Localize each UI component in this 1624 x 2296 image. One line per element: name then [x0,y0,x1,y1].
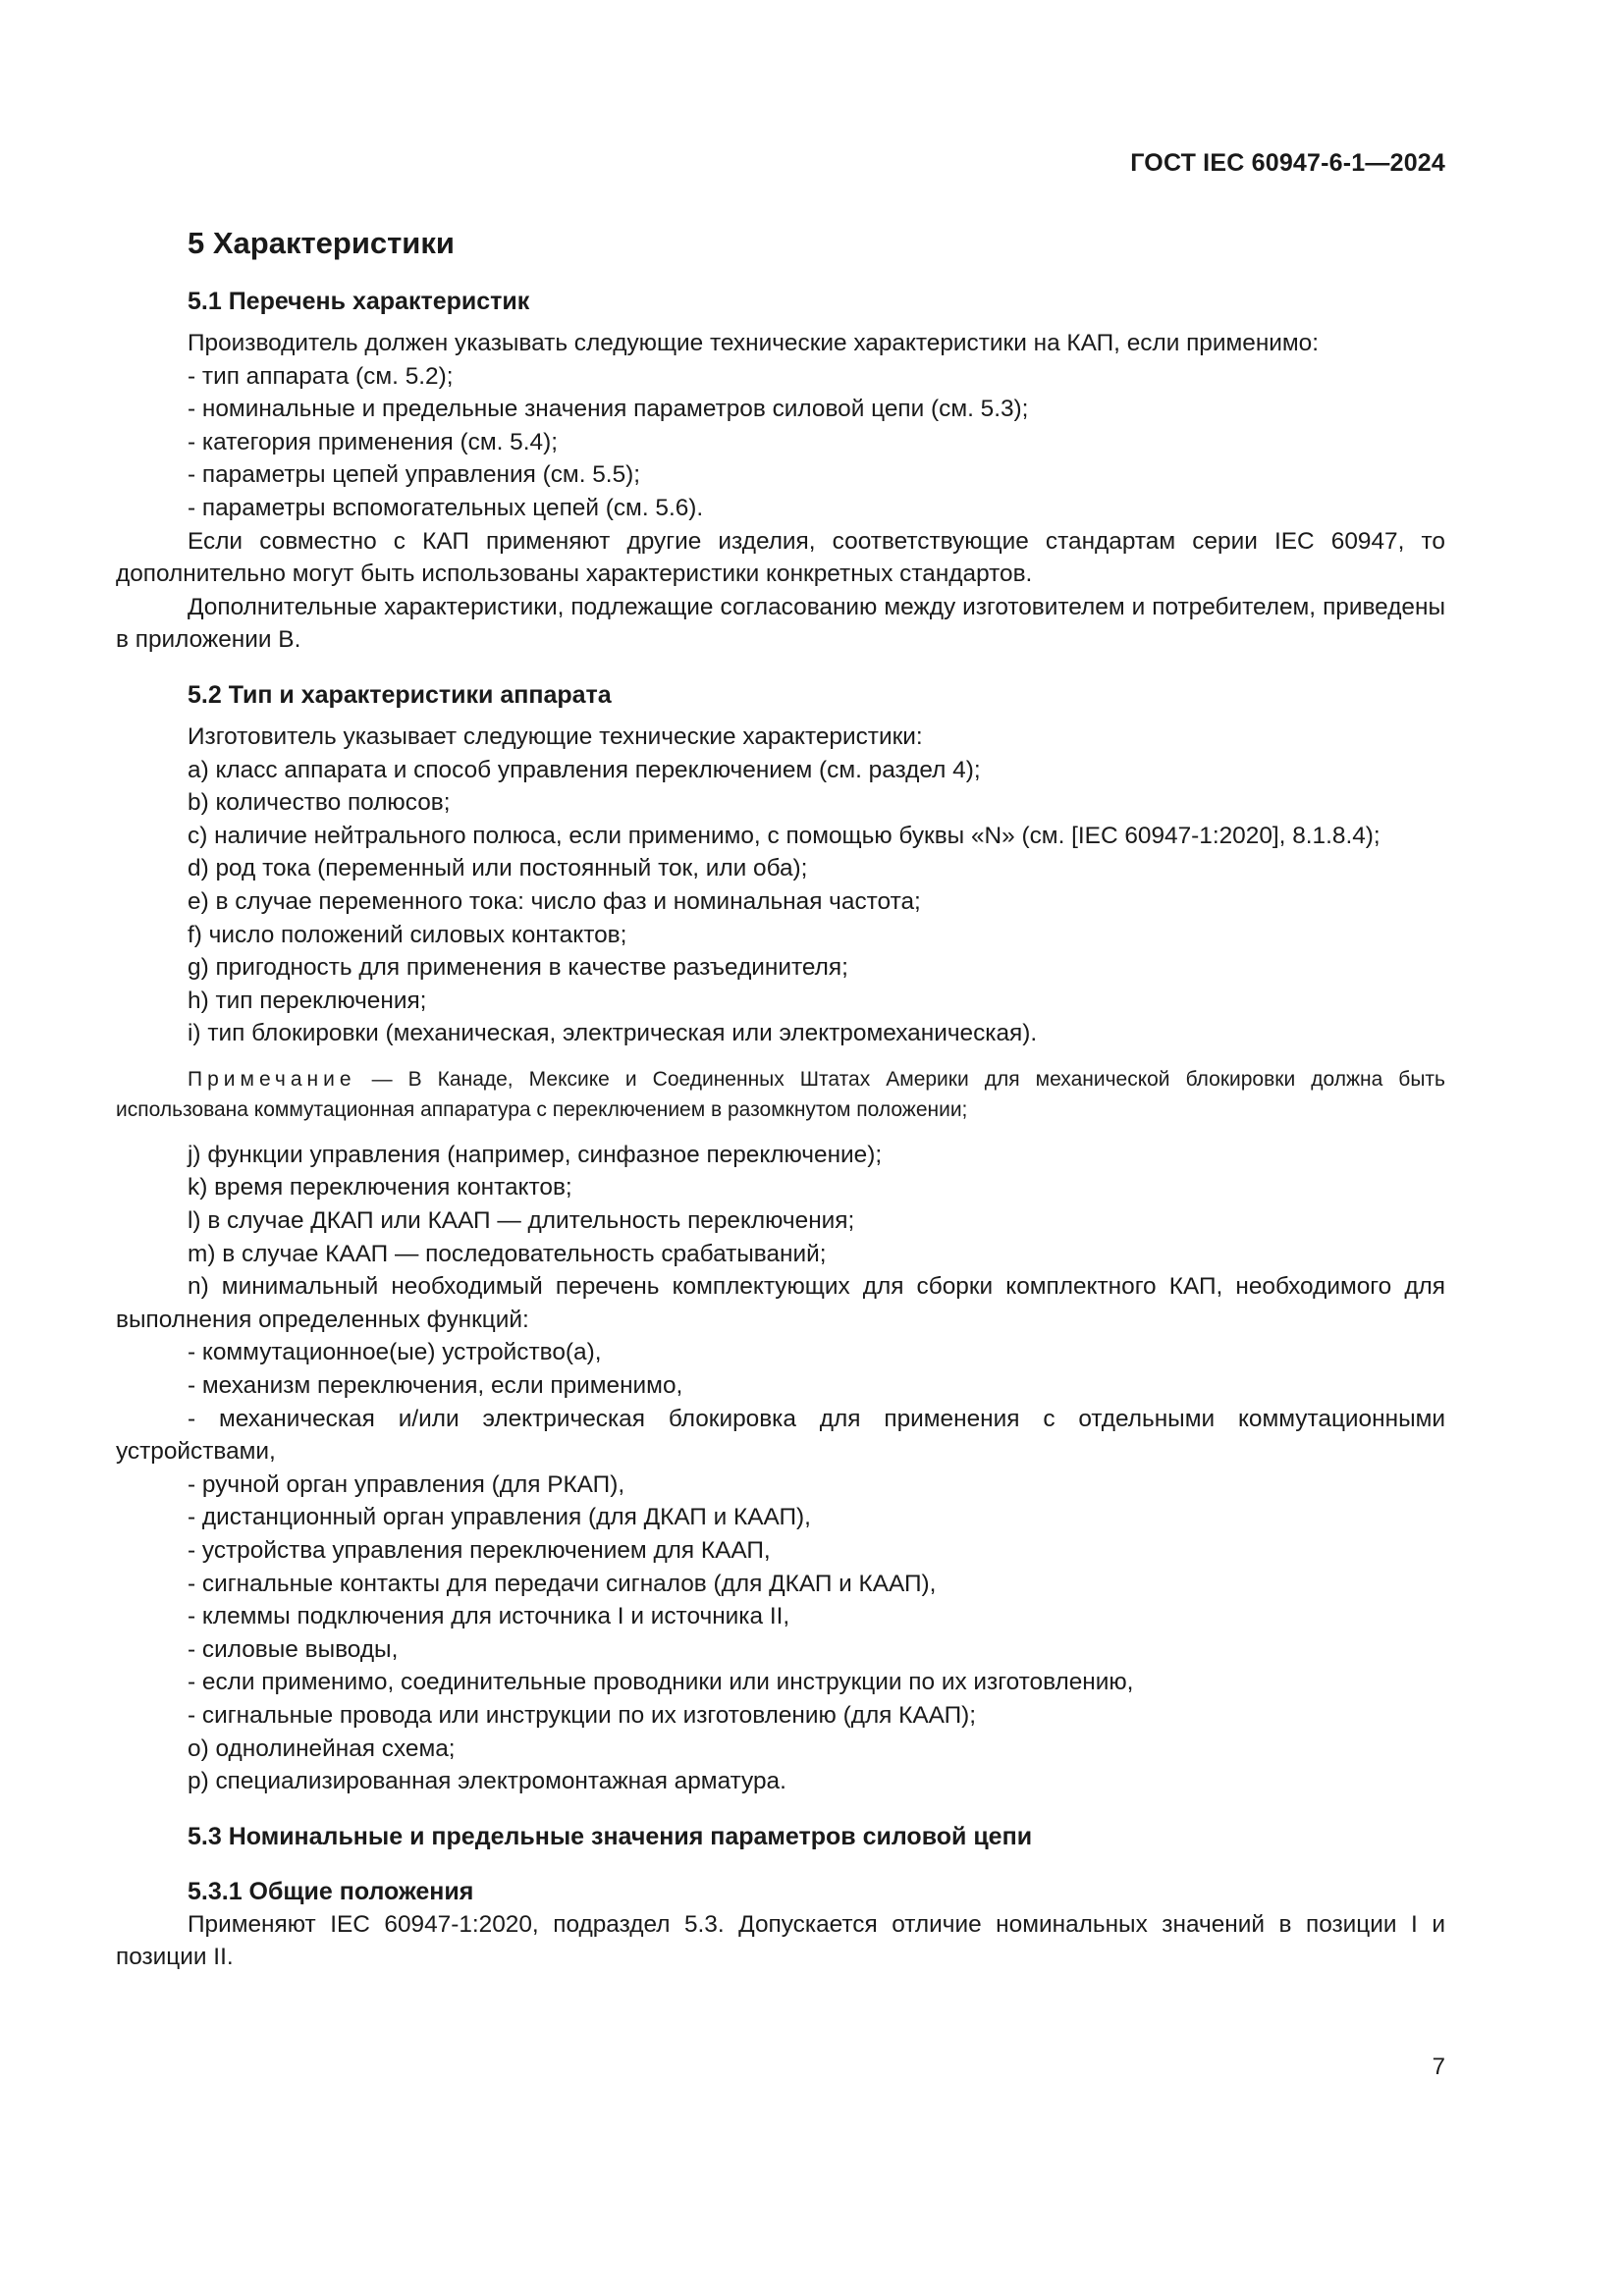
sub-list-item: - сигнальные контакты для передачи сигналов (для ДКАП и КААП), [188,1570,937,1597]
list-item: i) тип блокировки (механическая, электрическая или электромеханическая). [188,1020,1038,1047]
list-item: a) класс аппарата и способ управления переключением (см. раздел 4); [188,756,981,783]
list-item: k) время переключения контактов; [188,1174,572,1201]
section-5-2-title: 5.2 Тип и характеристики аппарата [188,680,612,709]
sub-list-item: - механизм переключения, если применимо, [188,1372,683,1400]
list-item: - параметры вспомогательных цепей (см. 5.6). [188,494,704,521]
sub-list-item: - коммутационное(ые) устройство(а), [188,1339,602,1366]
note [116,1064,1445,1125]
note-label: Примечание [188,1067,356,1091]
paragraph: Если совместно с КАП применяют другие изделия, соответствующие стандартам серии IEC 60947, то дополнительно могут быть использованы характеристики конкретных стандартов. [116,527,1445,588]
sub-list-item: - если применимо, соединительные проводники или инструкции по их изготовлению, [188,1669,1134,1696]
sub-list-item: - устройства управления переключением для КААП, [188,1537,771,1564]
list-item: o) однолинейная схема; [188,1735,456,1762]
section-5-1-title: 5.1 Перечень характеристик [188,288,530,315]
list-item: - категория применения (см. 5.4); [188,428,558,455]
section-5-title: 5 Характеристики [188,226,455,260]
section-5-3-title: 5.3 Номинальные и предельные значения параметров силовой цепи [188,1822,1033,1850]
paragraph: Изготовитель указывает следующие технические характеристики: [188,722,923,750]
list-item: - номинальные и предельные значения параметров силовой цепи (см. 5.3); [188,396,1029,423]
list-item: j) функции управления (например, синфазное переключение); [188,1141,883,1168]
list-item: b) количество полюсов; [188,789,451,817]
list-item: h) тип переключения; [188,987,427,1014]
list-item: e) в случае переменного тока: число фаз и номинальная частота; [188,887,921,915]
paragraph: Дополнительные характеристики, подлежащие согласованию между изготовителем и потребителем, приведены в приложении В. [116,593,1445,654]
sub-list-item: - ручной орган управления (для РКАП), [188,1470,625,1498]
sub-list-item: - дистанционный орган управления (для ДКАП и КААП), [188,1504,811,1531]
list-item: - тип аппарата (см. 5.2); [188,362,454,390]
sub-list-item: - механическая и/или электрическая блокировка для применения с отдельными коммутационными устройствами, [116,1405,1445,1466]
sub-list-item: - клеммы подключения для источника I и источника II, [188,1603,790,1630]
note-text: — В Канаде, Мексике и Соединенных Штатах Америки для механической блокировки должна быть использована коммутационная аппаратура с переключением в разомкнутом положении; [116,1067,1445,1121]
document-body [116,224,1445,1974]
page-number: 7 [1432,2054,1445,2080]
list-item: p) специализированная электромонтажная арматура. [188,1768,786,1795]
list-item: d) род тока (переменный или постоянный ток, или оба); [188,855,808,882]
list-item: n) минимальный необходимый перечень комплектующих для сборки комплектного КАП, необходимого для выполнения определенных функций: [116,1273,1445,1333]
list-item: f) число положений силовых контактов; [188,921,627,948]
section-5-3-1-title: 5.3.1 Общие положения [188,1877,474,1905]
sub-list-item: - силовые выводы, [188,1635,399,1663]
list-item: m) в случае КААП — последовательность срабатываний; [188,1240,827,1267]
document-header: ГОСТ IEC 60947-6-1—2024 [1130,149,1445,177]
paragraph: Производитель должен указывать следующие технические характеристики на КАП, если применимо: [188,330,1320,356]
list-item: c) наличие нейтрального полюса, если применимо, с помощью буквы «N» (см. [IEC 60947-1:2020], 8.1.8.4); [188,822,1380,849]
list-item: l) в случае ДКАП или КААП — длительность переключения; [188,1207,855,1235]
sub-list-item: - сигнальные провода или инструкции по их изготовлению (для КААП); [188,1701,977,1729]
list-item: - параметры цепей управления (см. 5.5); [188,461,641,489]
list-item: g) пригодность для применения в качестве разъединителя; [188,954,848,982]
paragraph: Применяют IEC 60947-1:2020, подраздел 5.3. Допускается отличие номинальных значений в позиции I и позиции II. [116,1910,1445,1971]
